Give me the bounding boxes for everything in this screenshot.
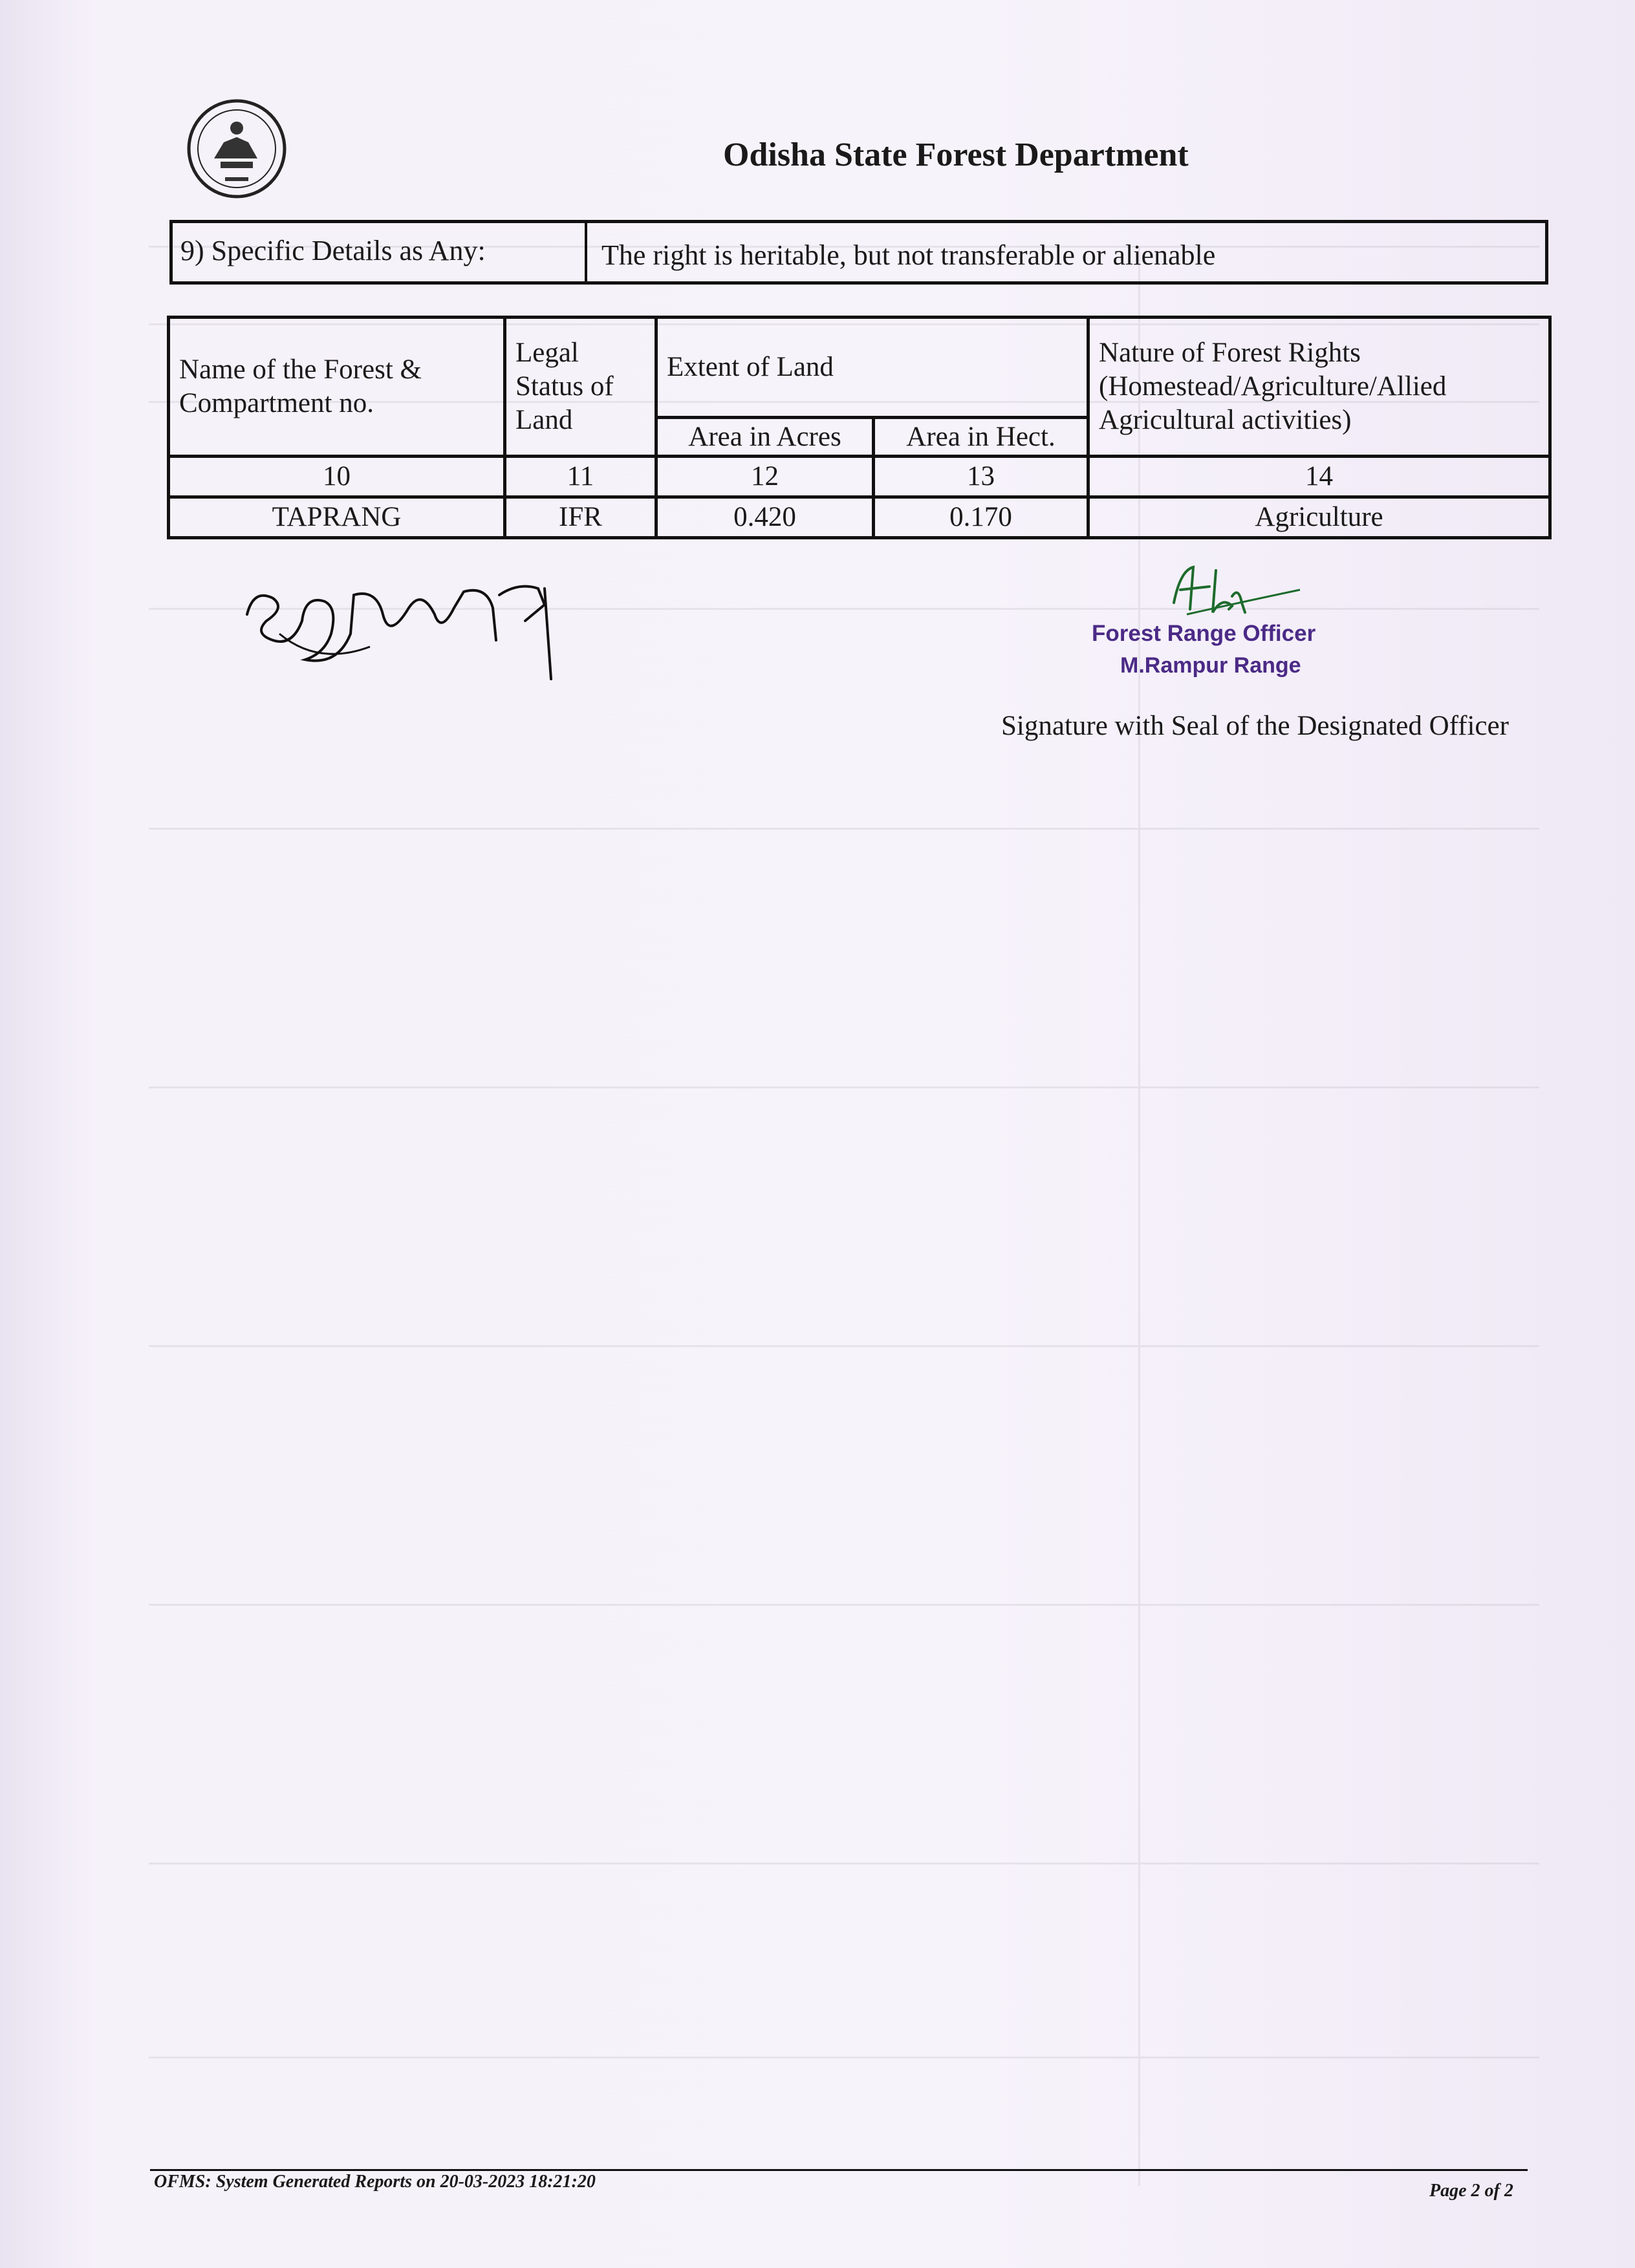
forest-rights-table	[167, 316, 1552, 539]
footer-report-info: OFMS: System Generated Reports on 20-03-2023 18:21:20	[154, 2172, 596, 2192]
page-title: Odisha State Forest Department	[723, 136, 1189, 173]
column-number: 12	[656, 457, 874, 497]
column-number: 14	[1088, 457, 1550, 497]
header-forest-name: Name of the Forest & Compartment no.	[169, 318, 505, 457]
header-extent-of-land: Extent of Land	[656, 318, 1088, 418]
header-area-hect: Area in Hect.	[874, 418, 1088, 457]
column-number: 11	[505, 457, 656, 497]
cell-area-acres: 0.420	[656, 497, 874, 538]
header-legal-status: Legal Status of Land	[505, 318, 656, 457]
header-area-acres: Area in Acres	[656, 418, 874, 457]
cell-area-hect: 0.170	[874, 497, 1088, 538]
specific-details-value: The right is heritable, but not transferable or alienable	[601, 239, 1216, 271]
right-holder-signature	[241, 569, 577, 686]
specific-details-label: 9) Specific Details as Any:	[173, 223, 587, 281]
table-row	[169, 497, 1550, 538]
cell-legal-status: IFR	[505, 497, 656, 538]
specific-details-table	[169, 220, 1548, 285]
column-number-row	[169, 457, 1550, 497]
cell-nature: Agriculture	[1088, 497, 1550, 538]
page-number: Page 2 of 2	[1429, 2181, 1513, 2201]
cell-forest-name: TAPRANG	[169, 497, 505, 538]
state-emblem-icon	[185, 97, 288, 200]
signature-caption: Signature with Seal of the Designated Officer	[1001, 711, 1509, 741]
footer-divider	[150, 2169, 1528, 2171]
column-number: 13	[874, 457, 1088, 497]
seal-title: Forest Range Officer	[1092, 621, 1316, 646]
seal-range: M.Rampur Range	[1120, 653, 1301, 678]
header-nature-of-rights: Nature of Forest Rights (Homestead/Agriculture/Allied Agricultural activities)	[1088, 318, 1550, 457]
table-header-row	[169, 318, 1550, 418]
column-number: 10	[169, 457, 505, 497]
